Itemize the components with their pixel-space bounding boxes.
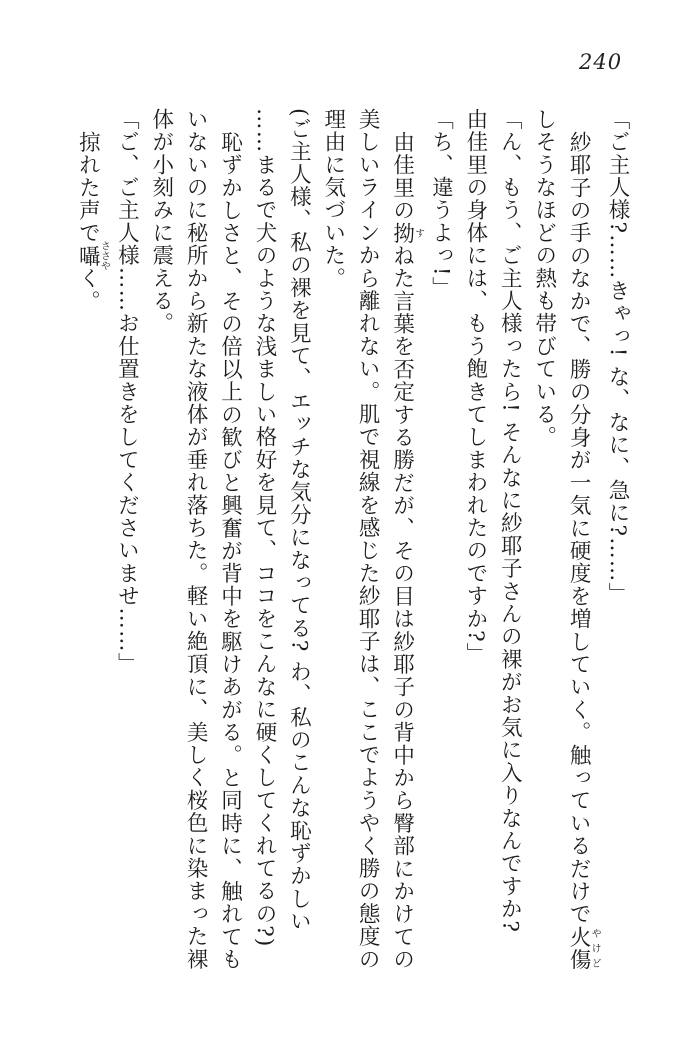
text-line: 理由に気づいた。	[320, 108, 346, 290]
text-line: 掠れた声で囁ささやく。	[75, 131, 110, 313]
text-line: 「ご主人様?……きゃっ! な、なに、急に?……」	[605, 108, 630, 606]
text-block	[70, 108, 634, 974]
page-number: 240	[579, 50, 623, 74]
text-line: 「ご、ご主人様……お仕置きをしてくださいませ……」	[114, 108, 140, 676]
furigana: す	[412, 221, 424, 245]
text-line: いないのに秘所から新たな液体が垂れ落ちた。軽い絶頂に、美しく桜色に染まった裸	[183, 108, 209, 971]
text-line: 「ち、違うよっ!」	[428, 108, 454, 300]
furigana: やけど	[589, 925, 601, 971]
text-line: 由佳里の拗すねた言葉を否定する勝だが、その目は紗耶子の背中から臀部にかけての	[389, 131, 424, 971]
text-line: 「ん、もう、ご主人様ったら! そんなに紗耶子さんの裸がお気に入りなんですか?	[497, 108, 523, 934]
text-line: ……まるで犬のような浅ましい格好を見て、ココをこんなに硬くしてくれてるの?)	[251, 108, 277, 948]
text-line: 由佳里の身体には、もう飽きてしまわれたのですか?」	[462, 108, 488, 666]
ruby-annotated-word: 拗す	[389, 221, 424, 245]
text-line: 美しいラインから離れない。肌で視線を感じた紗耶子は、ここでようやく勝の態度の	[355, 108, 381, 971]
furigana: ささや	[98, 240, 110, 271]
text-line: (ご主人様、私の裸を見て、エッチな気分になってる? わ、私のこんな恥ずかしい	[286, 108, 312, 933]
ruby-annotated-word: 囁ささや	[75, 240, 110, 271]
text-line: 紗耶子の手のなかで、勝の分身が一気に硬度を増していく。触っているだけで火傷やけど	[566, 131, 601, 971]
text-line: 恥ずかしさと、その倍以上の歓びと興奮が背中を駆けあがる。と同時に、触れても	[217, 131, 243, 971]
text-line: しそうなほどの熱も帯びている。	[531, 108, 557, 449]
ruby-annotated-word: 火傷やけど	[566, 925, 601, 971]
text-line: 体が小刻みに震える。	[148, 108, 174, 335]
